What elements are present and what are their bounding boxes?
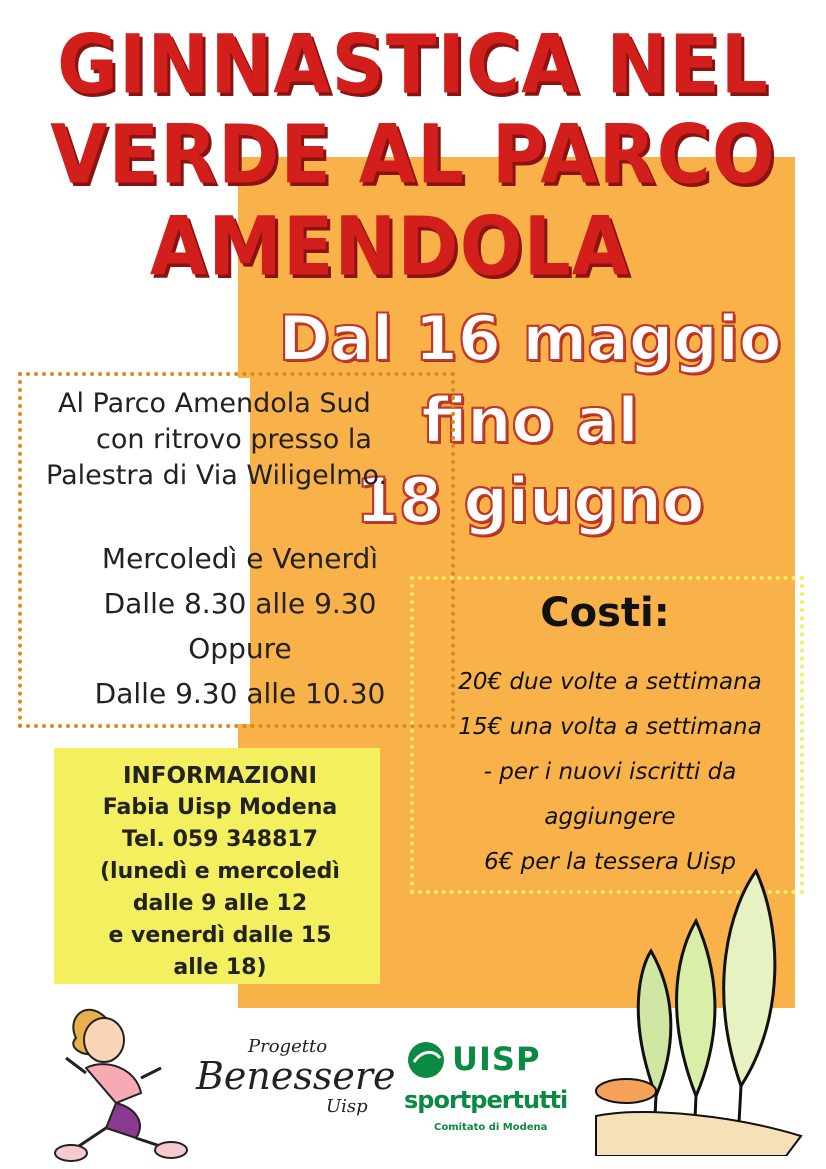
info-heading: INFORMAZIONI — [122, 763, 318, 789]
info-line-6: alle 18) — [173, 955, 267, 980]
uisp-committee: Comitato di Modena — [434, 1122, 548, 1133]
info-line-1: Fabia Uisp Modena — [102, 795, 338, 820]
place-description — [30, 386, 450, 494]
schedule-days: Mercoledì e Venerdì — [101, 542, 379, 575]
cost-line-4: aggiungere — [544, 804, 676, 830]
place-line-1: Al Parco Amendola Sud — [58, 388, 371, 419]
benessere-uisp: Uisp — [326, 1096, 368, 1117]
cost-line-1: 20€ due volte a settimana — [458, 669, 762, 695]
title-line-1: GINNASTICA NEL — [57, 17, 769, 113]
cost-line-3: - per i nuovi iscritti da — [483, 759, 737, 785]
costs-title: Costi: — [540, 590, 670, 636]
cost-line-5: 6€ per la tessera Uisp — [484, 849, 736, 875]
dates-line-3: 18 giugno — [355, 464, 705, 537]
info-text — [60, 760, 380, 984]
title-line-3: AMENDOLA — [149, 199, 631, 295]
place-line-2: con ritrovo presso la — [96, 424, 372, 455]
dates-line-2: fino al — [421, 384, 639, 457]
title-line-2: VERDE AL PARCO — [50, 107, 776, 203]
uisp-name: UISP — [452, 1040, 541, 1078]
info-line-4: dalle 9 alle 12 — [132, 891, 308, 916]
cost-line-2: 15€ una volta a settimana — [458, 714, 762, 740]
info-line-5: e venerdì dalle 15 — [108, 923, 332, 948]
schedule-time-2: Dalle 9.30 alle 10.30 — [94, 677, 386, 710]
trees-illustration — [586, 866, 808, 1156]
dates-line-1: Dal 16 maggio — [278, 302, 782, 375]
uisp-logo — [404, 1040, 566, 1140]
benessere-progetto: Progetto — [248, 1036, 328, 1057]
benessere-logo — [196, 1036, 396, 1126]
place-line-3: Palestra di Via Wiligelmo. — [46, 460, 388, 491]
info-line-3: (lunedì e mercoledì — [100, 859, 340, 884]
runner-illustration — [46, 998, 196, 1166]
uisp-tagline: sportpertutti — [404, 1086, 568, 1114]
info-line-2: Tel. 059 348817 — [122, 827, 318, 852]
uisp-runner-icon — [404, 1040, 450, 1080]
benessere-name: Benessere — [196, 1054, 396, 1098]
schedule — [30, 536, 450, 716]
costs-list — [420, 660, 800, 885]
schedule-time-1: Dalle 8.30 alle 9.30 — [103, 587, 377, 620]
schedule-or: Oppure — [188, 632, 292, 665]
